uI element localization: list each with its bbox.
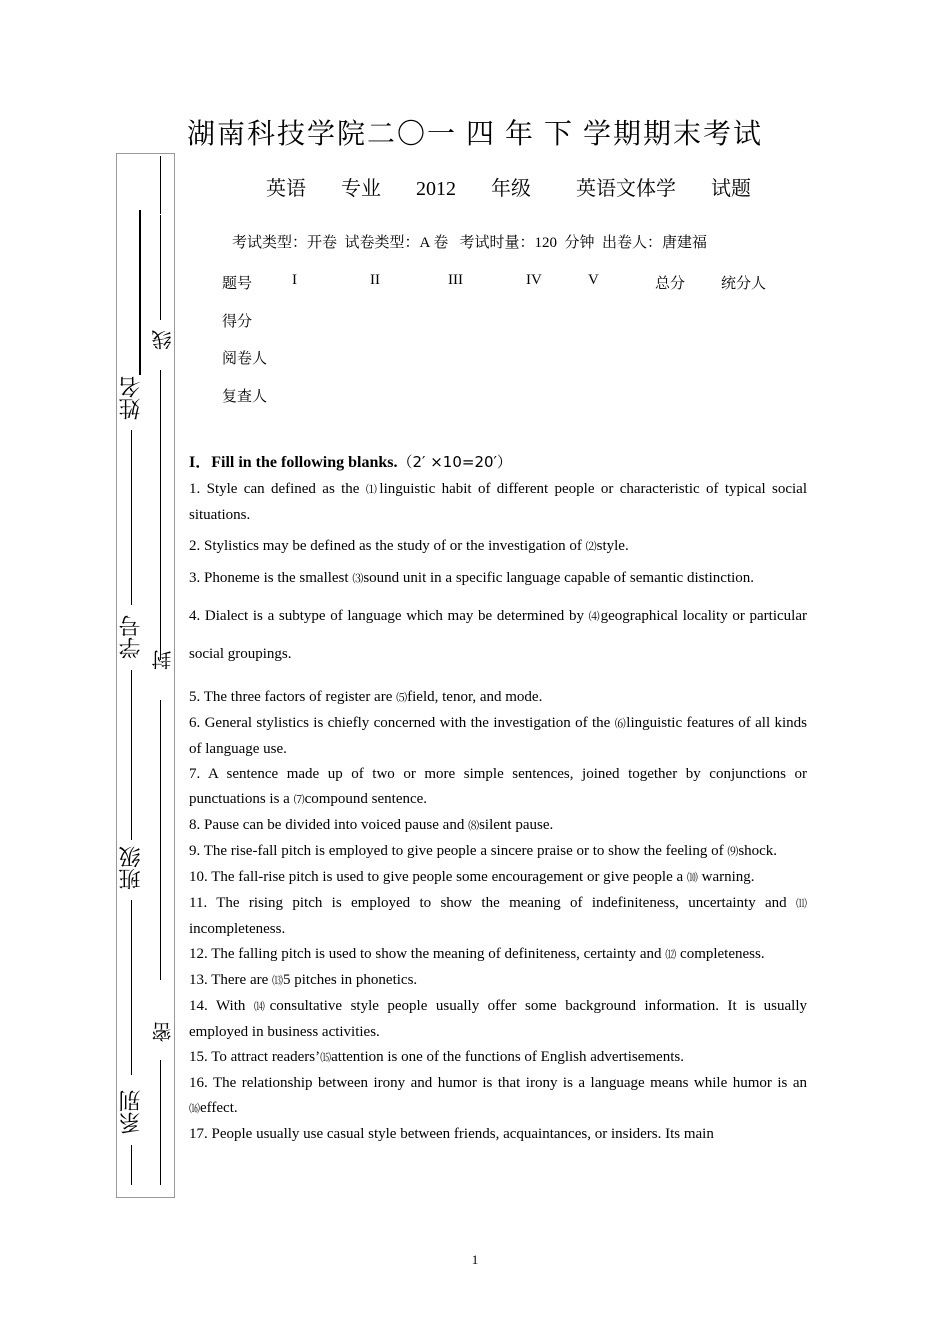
question-9: 9. The rise-fall pitch is employed to give people a sincere praise or to show the feeling of ⑼shock. [189,843,778,859]
binding-line [131,900,132,1075]
subtitle-grade-label: 年级 [491,178,531,200]
binding-label-student-no: 学号 [119,615,144,659]
blank-number: ⑴ [365,484,380,496]
question-16: 16. The relationship between irony and humor is that irony is a language means while humor is an ⒃effect. [189,1075,807,1116]
section-heading [189,450,807,475]
binding-line [160,700,161,980]
score-header-cell: II [370,272,380,288]
blank-number: ⑹ [614,718,627,730]
exam-title: 湖南科技学院二〇一 四 年 下 学期期末考试 [186,119,763,150]
binding-line [160,156,161,214]
score-table [222,272,781,422]
blank-number: ⑿ [665,949,677,961]
subtitle-major-label: 专业 [341,178,381,200]
binding-line [160,1060,161,1185]
score-row [222,385,781,423]
score-header-cell: 总分 [655,276,686,292]
blank-number: ⑼ [727,846,739,858]
question-5: 5. The three factors of register are ⑸field, tenor, and mode. [189,689,543,705]
binding-line [160,215,161,320]
score-row-label: 复查人 [222,388,268,405]
score-header-cell: 统分人 [721,276,767,292]
question-4: 4. Dialect is a subtype of language which may be determined by ⑷geographical locality or particular social groupings. [189,608,807,662]
binding-line [139,210,141,375]
question-6: 6. General stylistics is chiefly concerned with the investigation of the ⑹linguistic features of all kinds of language use. [189,715,808,757]
subtitle-course: 英语文体学 [576,178,676,200]
score-row [222,347,781,385]
blank-number: ⑶ [352,573,364,585]
blank-number: ⑷ [588,611,601,623]
score-header-cell: IV [526,272,542,288]
binding-label-class: 班级 [119,846,144,890]
score-row-label: 阅卷人 [222,351,268,367]
question-10: 10. The fall-rise pitch is used to give people some encouragement or give people a ⑽ warning. [189,869,755,885]
question-17: 17. People usually use casual style between friends, acquaintances, or insiders. Its main [189,1126,714,1142]
binding-line [131,1145,132,1185]
question-14: 14. With ⒁consultative style people usually offer some background information. It is usually employed in business activities. [189,998,808,1040]
page-number: 1 [471,1252,479,1267]
section-fill-blanks [189,450,807,1147]
question-12: 12. The falling pitch is used to show the meaning of definiteness, certainty and ⑿ completeness. [189,946,765,962]
blank-number: ⑵ [585,541,597,553]
binding-line [160,370,161,660]
section-heading-text: I．Fill in the following blanks. [189,454,398,471]
question-13: 13. There are ⒀5 pitches in phonetics. [189,972,418,988]
blank-number: ⑾ [796,898,807,910]
blank-number: ⑺ [293,794,305,806]
question-1: 1. Style can defined as the ⑴linguistic habit of different people or characteristic of typical social situations. [189,481,807,523]
blank-number: ⒀ [272,975,284,987]
exam-info: 考试类型：开卷 试卷类型：A 卷 考试时量：120 分钟 出卷人：唐建福 [232,235,708,251]
blank-number: ⒁ [253,1001,270,1013]
binding-label-secret: 密 [151,1022,175,1042]
score-header-cell: I [292,272,297,288]
question-7: 7. A sentence made up of two or more simple sentences, joined together by conjunctions or punctuations is a ⑺compound sentence. [189,766,807,807]
blank-number: ⑽ [686,872,698,884]
question-11: 11. The rising pitch is employed to show the meaning of indefiniteness, uncertainty and ⑾ incompleteness. [189,895,807,937]
question-15: 15. To attract readers’⒂attention is one of the functions of English advertisements. [189,1049,684,1065]
exam-subtitle [266,172,781,201]
score-header-cell: V [588,272,599,288]
question-3: 3. Phoneme is the smallest ⑶sound unit in a specific language capable of semantic distinction. [189,570,755,586]
score-header-cell: 题号 [222,276,253,292]
binding-line [131,430,132,605]
question-2: 2. Stylistics may be defined as the study of or the investigation of ⑵style. [189,538,629,554]
score-row-label: 得分 [222,313,253,330]
binding-label-line: 线 [151,330,175,350]
subtitle-major: 英语 [266,178,306,200]
score-header-cell: III [448,272,463,288]
section-points: （2′ ×10=20′） [397,453,512,471]
binding-line [131,670,132,840]
blank-number: ⑸ [396,692,408,704]
score-table-header [222,272,781,310]
score-row [222,310,781,348]
binding-label-department: 系别 [119,1090,144,1134]
subtitle-year: 2012 [416,178,456,200]
binding-label-name: 姓名 [119,376,144,420]
question-8: 8. Pause can be divided into voiced pause and ⑻silent pause. [189,817,554,833]
binding-label-seal: 封 [151,650,175,670]
blank-number: ⒃ [189,1103,200,1115]
subtitle-paper-label: 试题 [711,178,751,200]
blank-number: ⑻ [468,820,480,832]
blank-number: ⒂ [320,1052,332,1064]
